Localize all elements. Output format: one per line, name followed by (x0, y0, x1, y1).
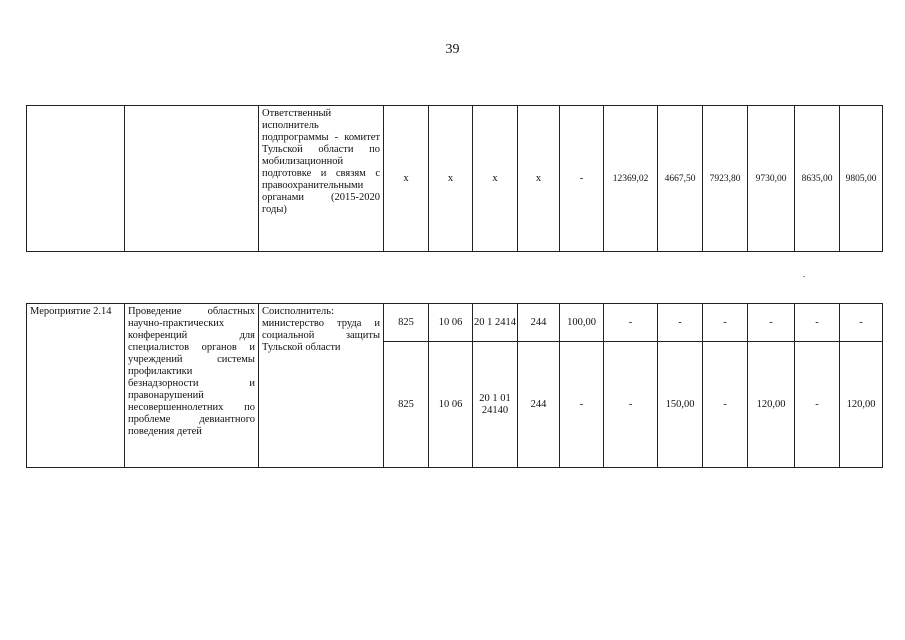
responsible-executor-text: Ответственный исполнитель подпрограммы - комитет Тульской области по мобилизационной подготовке и связям с правоохранительными органами (2015-2020 годы) (259, 106, 384, 252)
value-cell: 12369,02 (604, 106, 658, 252)
event-description: Проведение областных научно-практических конференций для специалистов органов и учреждений системы профилактики безнадзорности и правонарушений несовершеннолетних по проблеме девиантного поведения детей (125, 304, 259, 468)
value-cell: - (748, 304, 795, 342)
value-cell: 100,00 (560, 304, 604, 342)
value-cell: - (604, 304, 658, 342)
value-cell: - (703, 342, 748, 468)
value-cell: 120,00 (840, 342, 883, 468)
grbs-code: 825 (384, 342, 429, 468)
grbs-code: 825 (384, 304, 429, 342)
responsible-executor-table (26, 105, 883, 252)
value-cell: - (840, 304, 883, 342)
value-cell: 8635,00 (795, 106, 840, 252)
empty-cell (125, 106, 259, 252)
value-cell: 4667,50 (658, 106, 703, 252)
value-cell: 150,00 (658, 342, 703, 468)
page-number: 39 (445, 42, 460, 57)
value-cell: - (604, 342, 658, 468)
code-cell: - (560, 106, 604, 252)
target-article-code: 20 1 2414 (473, 304, 518, 342)
value-cell: - (795, 342, 840, 468)
code-cell: х (518, 106, 560, 252)
expense-type-code: 244 (518, 342, 560, 468)
value-cell: - (658, 304, 703, 342)
value-cell: 9730,00 (748, 106, 795, 252)
expense-type-code: 244 (518, 304, 560, 342)
code-cell: х (473, 106, 518, 252)
event-label: Мероприятие 2.14 (27, 304, 125, 468)
stray-dot: . (803, 269, 806, 279)
event-2-14-table (26, 303, 883, 468)
section-code: 10 06 (429, 342, 473, 468)
value-cell: 9805,00 (840, 106, 883, 252)
value-cell: 120,00 (748, 342, 795, 468)
value-cell: 7923,80 (703, 106, 748, 252)
section-code: 10 06 (429, 304, 473, 342)
empty-cell (27, 106, 125, 252)
value-cell: - (703, 304, 748, 342)
value-cell: - (560, 342, 604, 468)
code-cell: х (384, 106, 429, 252)
code-cell: х (429, 106, 473, 252)
co-executor: Соисполнитель: министерство труда и социальной защиты Тульской области (259, 304, 384, 468)
value-cell: - (795, 304, 840, 342)
target-article-code: 20 1 01 24140 (473, 342, 518, 468)
